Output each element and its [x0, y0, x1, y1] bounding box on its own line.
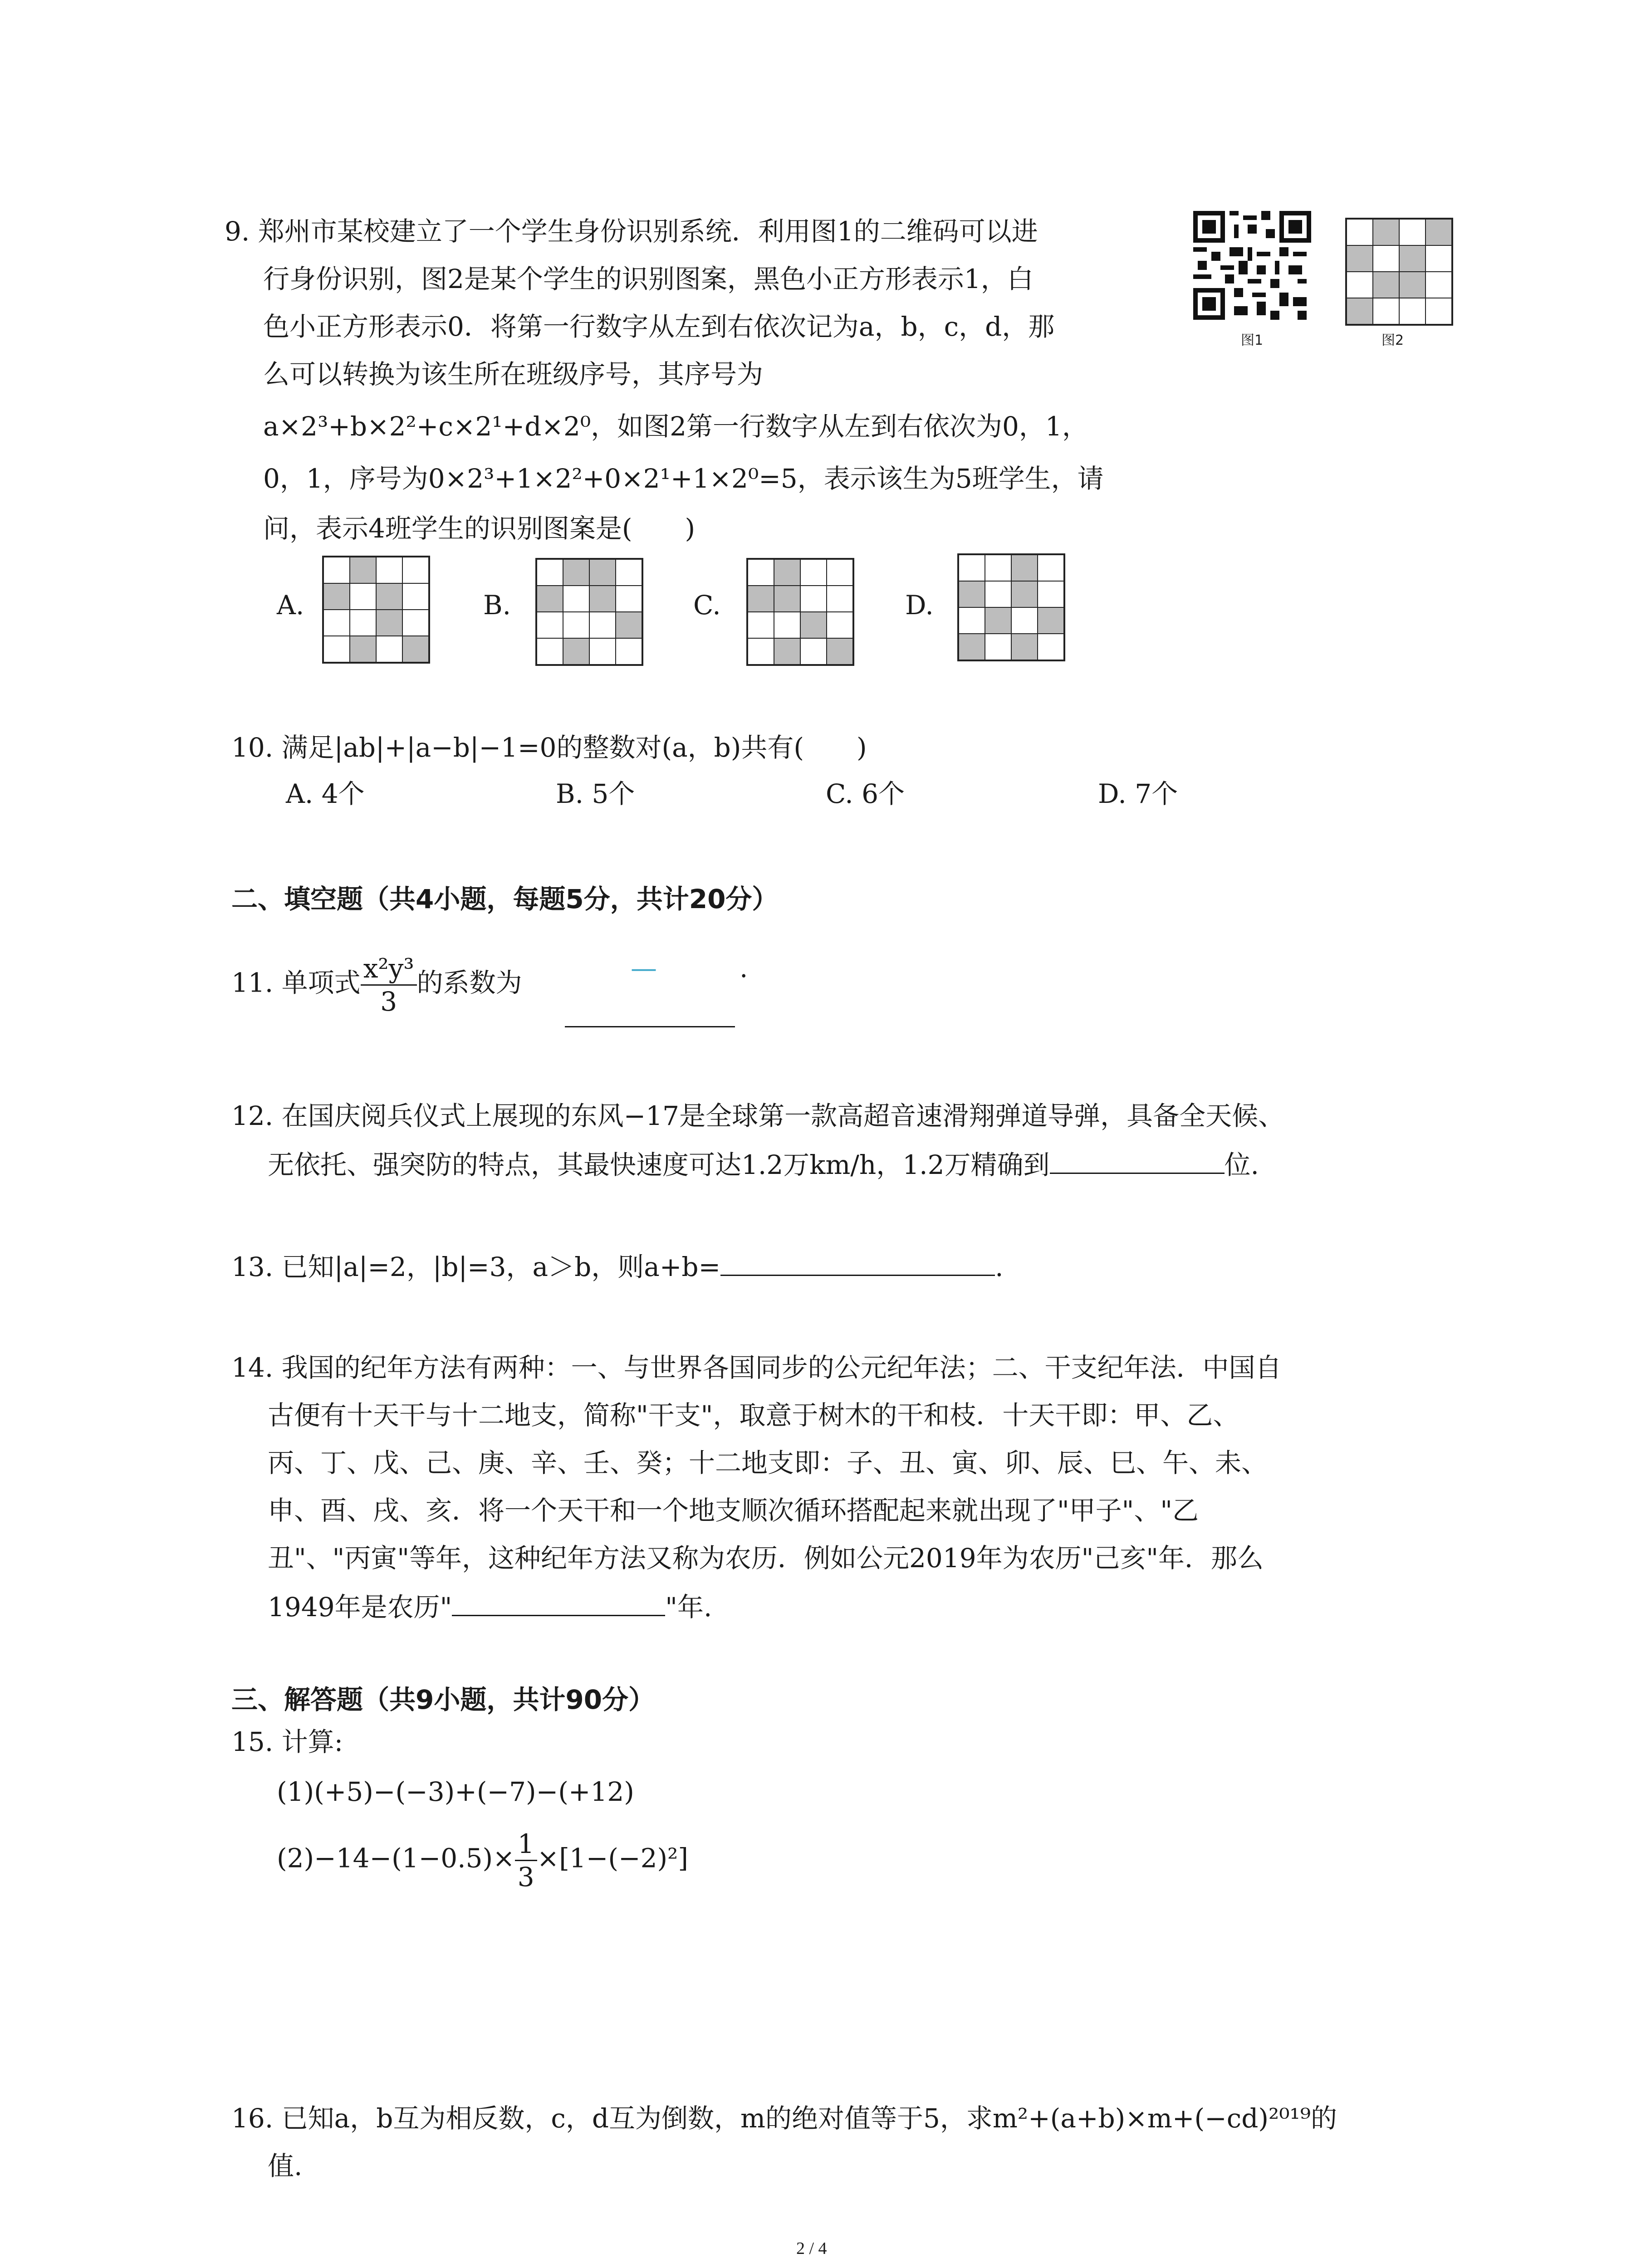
q10-stem: 10. 满足|ab|+|a−b|−1=0的整数对(a，b)共有( ) [231, 732, 867, 763]
fig2-cell-1-0 [1347, 245, 1373, 272]
q10-option-c[interactable]: C. 6个 [826, 778, 905, 809]
q9-line-6: 0，1，序号为0×2³+1×2²+0×2¹+1×2⁰=5，表示该生为5班学生，请 [263, 463, 1104, 494]
option-1-cell-2-2 [589, 612, 616, 638]
q9-line-3: 色小正方形表示0．将第一行数字从左到右依次记为a，b，c，d，那 [263, 311, 1055, 342]
option-0-cell-0-0 [323, 557, 350, 583]
q15-part-2-suffix: ×[1−(−2)²] [537, 1843, 689, 1874]
option-3-cell-0-1 [985, 555, 1011, 581]
option-3-cell-2-2 [1011, 607, 1038, 634]
option-2-cell-0-0 [748, 559, 774, 586]
option-0-cell-2-1 [350, 610, 376, 636]
q15-fraction [515, 1828, 537, 1893]
q9-option-a-grid[interactable] [322, 556, 430, 664]
q11-dash: — [631, 953, 657, 983]
fig2-cell-0-0 [1347, 219, 1373, 245]
option-0-cell-2-2 [376, 610, 402, 636]
question-13 [231, 1247, 1004, 1285]
fig2-cell-1-1 [1373, 245, 1399, 272]
option-1-cell-1-1 [563, 586, 589, 612]
option-3-cell-1-1 [985, 581, 1011, 607]
option-2-cell-3-0 [748, 638, 774, 665]
q9-line-7: 问，表示4班学生的识别图案是( ) [263, 513, 696, 544]
q16-line-1: 16. 已知a，b互为相反数，c，d互为倒数，m的绝对值等于5，求m²+(a+b)×m+(−cd)²⁰¹⁹的 [231, 2103, 1337, 2134]
q9-option-b-label: B. [483, 590, 511, 621]
fig2-caption: 图2 [1381, 332, 1404, 348]
fig2-cell-0-2 [1399, 219, 1425, 245]
option-1-cell-3-2 [589, 638, 616, 665]
q11-end: . [740, 953, 748, 983]
fig2-cell-2-1 [1373, 272, 1399, 298]
option-2-cell-1-3 [827, 586, 853, 612]
option-1-cell-2-1 [563, 612, 589, 638]
option-1-cell-0-2 [589, 559, 616, 586]
q14-line-6-text: 1949年是农历" [268, 1592, 452, 1623]
q13-answer-blank[interactable] [720, 1247, 995, 1276]
option-0-cell-3-2 [376, 636, 402, 662]
fig2-cell-0-1 [1373, 219, 1399, 245]
option-0-cell-0-1 [350, 557, 376, 583]
q15-part-2 [277, 1828, 688, 1893]
q16-line-2: 值. [268, 2151, 303, 2181]
q13-text: 13. 已知|a|=2，|b|=3，a＞b，则a+b= [231, 1251, 721, 1282]
option-3-cell-3-3 [1038, 634, 1064, 660]
option-3-cell-1-3 [1038, 581, 1064, 607]
q9-line-2: 行身份识别，图2是某个学生的识别图案，黑色小正方形表示1，白 [263, 264, 1034, 294]
section-2-title: 二、填空题（共4小题，每题5分，共计20分） [231, 884, 779, 914]
fig1-caption: 图1 [1241, 332, 1264, 348]
q11-fraction [361, 953, 417, 1017]
option-3-cell-3-1 [985, 634, 1011, 660]
option-0-cell-0-2 [376, 557, 402, 583]
option-0-cell-0-3 [402, 557, 429, 583]
fig2-cell-3-0 [1347, 298, 1373, 324]
q14-end: "年. [665, 1592, 712, 1623]
option-2-cell-3-3 [827, 638, 853, 665]
option-3-cell-1-2 [1011, 581, 1038, 607]
option-2-cell-0-1 [774, 559, 800, 586]
q9-option-b-grid[interactable] [535, 558, 643, 666]
option-1-cell-0-0 [537, 559, 563, 586]
option-3-cell-3-2 [1011, 634, 1038, 660]
option-3-cell-2-3 [1038, 607, 1064, 634]
q11-numerator: x²y³ [361, 953, 417, 986]
q15-denominator: 3 [517, 1862, 534, 1892]
option-3-cell-2-0 [959, 607, 985, 634]
page-number: 2 / 4 [796, 2239, 827, 2258]
fig2-pattern-grid [1345, 218, 1453, 326]
option-2-cell-0-3 [827, 559, 853, 586]
fig2-cell-2-3 [1425, 272, 1452, 298]
option-0-cell-2-3 [402, 610, 429, 636]
option-1-cell-3-0 [537, 638, 563, 665]
option-2-cell-1-1 [774, 586, 800, 612]
q14-line-5: 丑"、"丙寅"等年，这种纪年方法又称为农历．例如公元2019年为农历"己亥"年．那么 [268, 1543, 1264, 1574]
q13-end: . [995, 1251, 1004, 1282]
fig2-cell-2-2 [1399, 272, 1425, 298]
option-0-cell-1-3 [402, 583, 429, 610]
option-0-cell-1-1 [350, 583, 376, 610]
option-0-cell-1-2 [376, 583, 402, 610]
q10-option-d[interactable]: D. 7个 [1098, 778, 1178, 809]
q14-line-3: 丙、丁、戊、己、庚、辛、壬、癸；十二地支即：子、丑、寅、卯、辰、巳、午、未、 [268, 1447, 1268, 1478]
q12-end: 位. [1224, 1149, 1259, 1180]
option-1-cell-1-0 [537, 586, 563, 612]
q11-line [231, 953, 522, 1017]
q15-part-1: (1)(+5)−(−3)+(−7)−(+12) [277, 1776, 634, 1807]
q12-answer-blank[interactable] [1050, 1145, 1225, 1174]
fig2-cell-2-0 [1347, 272, 1373, 298]
fig2-cell-3-2 [1399, 298, 1425, 324]
q11-prefix: 11. 单项式 [231, 967, 361, 998]
q9-option-a-label: A. [277, 590, 304, 621]
q12-line-2 [268, 1145, 1259, 1183]
option-1-cell-1-3 [616, 586, 642, 612]
option-1-cell-1-2 [589, 586, 616, 612]
option-0-cell-3-1 [350, 636, 376, 662]
fig2-cell-3-3 [1425, 298, 1452, 324]
option-3-cell-2-1 [985, 607, 1011, 634]
option-2-cell-2-2 [800, 612, 827, 638]
q9-line-5: a×2³+b×2²+c×2¹+d×2⁰，如图2第一行数字从左到右依次为0，1， [263, 411, 1088, 442]
q12-line-1: 12. 在国庆阅兵仪式上展现的东风−17是全球第一款高超音速滑翔弹道导弹，具备全天候、 [231, 1100, 1285, 1131]
fig2-cell-1-2 [1399, 245, 1425, 272]
option-1-cell-3-3 [616, 638, 642, 665]
option-3-cell-0-0 [959, 555, 985, 581]
option-2-cell-2-1 [774, 612, 800, 638]
section-3-title: 三、解答题（共9小题，共计90分） [231, 1684, 655, 1715]
option-0-cell-3-3 [402, 636, 429, 662]
q10-option-a[interactable]: A. 4个 [286, 778, 365, 809]
option-1-cell-2-0 [537, 612, 563, 638]
q14-line-4: 申、酉、戌、亥．将一个天干和一个地支顺次循环搭配起来就出现了"甲子"、"乙 [268, 1495, 1199, 1526]
option-2-cell-2-3 [827, 612, 853, 638]
q9-option-d-label: D. [905, 590, 934, 621]
option-3-cell-3-0 [959, 634, 985, 660]
q10-option-b[interactable]: B. 5个 [556, 778, 635, 809]
q11-answer-blank[interactable] [565, 1026, 735, 1027]
q15-part-2-prefix: (2)−14−(1−0.5)× [277, 1843, 515, 1874]
option-0-cell-3-0 [323, 636, 350, 662]
q9-option-c-grid[interactable] [746, 558, 854, 666]
option-3-cell-1-0 [959, 581, 985, 607]
option-2-cell-3-2 [800, 638, 827, 665]
q9-line-1: 9. 郑州市某校建立了一个学生身份识别系统．利用图1的二维码可以进 [225, 216, 1038, 247]
option-3-cell-0-2 [1011, 555, 1038, 581]
q9-option-c-label: C. [693, 590, 721, 621]
option-1-cell-2-3 [616, 612, 642, 638]
q15-title: 15. 计算: [231, 1726, 343, 1757]
fig2-cell-1-3 [1425, 245, 1452, 272]
option-2-cell-2-0 [748, 612, 774, 638]
q14-line-1: 14. 我国的纪年方法有两种：一、与世界各国同步的公元纪年法；二、干支纪年法．中国自 [231, 1352, 1282, 1383]
q12-line-2-text: 无依托、强突防的特点，其最快速度可达1.2万km/h，1.2万精确到 [268, 1149, 1050, 1180]
fig2-cell-3-1 [1373, 298, 1399, 324]
option-1-cell-0-3 [616, 559, 642, 586]
fig2-cell-0-3 [1425, 219, 1452, 245]
qr-code-image [1193, 211, 1311, 320]
q11-suffix: 的系数为 [416, 967, 522, 998]
q14-answer-blank[interactable] [452, 1588, 665, 1616]
option-2-cell-3-1 [774, 638, 800, 665]
option-0-cell-2-0 [323, 610, 350, 636]
q15-numerator: 1 [515, 1828, 537, 1861]
option-0-cell-1-0 [323, 583, 350, 610]
option-2-cell-1-2 [800, 586, 827, 612]
option-1-cell-3-1 [563, 638, 589, 665]
q11-denominator: 3 [380, 986, 397, 1017]
q9-line-4: 么可以转换为该生所在班级序号，其序号为 [263, 359, 764, 390]
q9-option-d-grid[interactable] [957, 553, 1065, 661]
option-1-cell-0-1 [563, 559, 589, 586]
option-2-cell-1-0 [748, 586, 774, 612]
q14-line-6 [268, 1588, 712, 1625]
option-2-cell-0-2 [800, 559, 827, 586]
option-3-cell-0-3 [1038, 555, 1064, 581]
q14-line-2: 古便有十天干与十二地支，简称"干支"，取意于树木的干和枝．十天干即：甲、乙、 [268, 1400, 1239, 1431]
